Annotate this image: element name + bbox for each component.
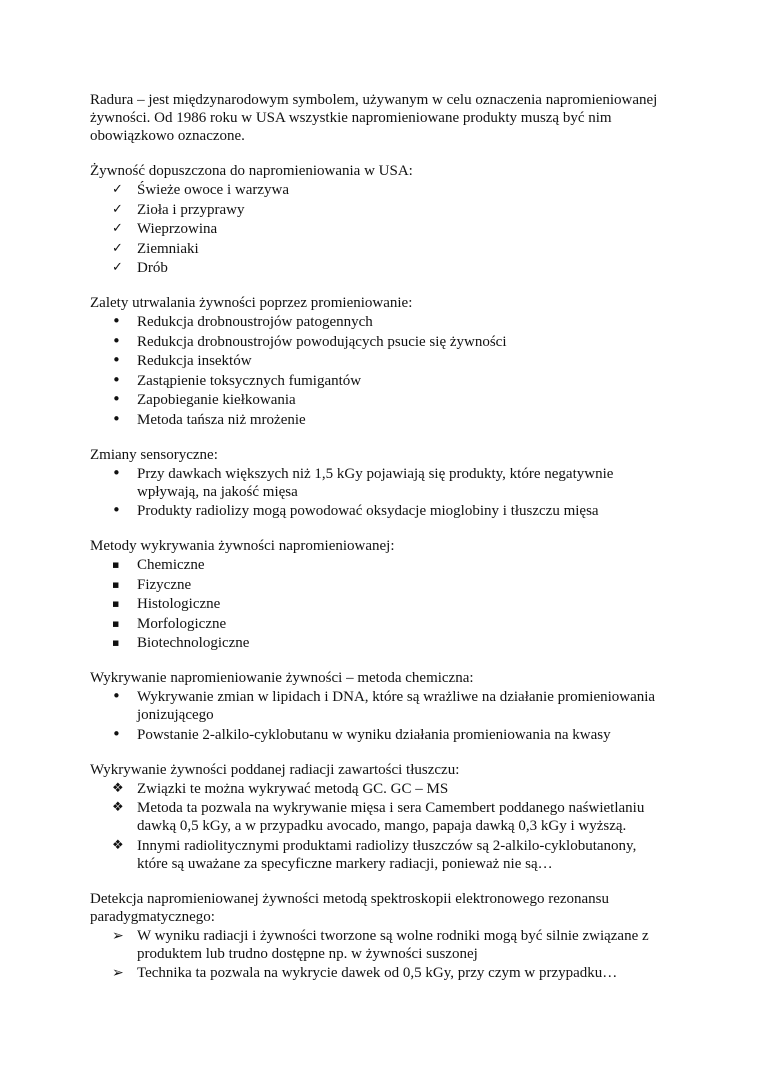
list-item-text: Fizyczne xyxy=(137,576,192,593)
list-item xyxy=(90,220,660,238)
list-item-text: Związki te można wykrywać metodą GC. GC – MS xyxy=(137,780,449,797)
intro-paragraph: Radura – jest międzynarodowym symbolem, używanym w celu oznaczenia napromieniowanej żywności. Od 1986 roku w USA wszystkie napromieniowane produkty muszą być nim obowiązkowo oznaczone. xyxy=(90,92,658,144)
bullet-icon: • xyxy=(112,331,121,350)
section xyxy=(90,669,660,744)
bullet-icon: • xyxy=(112,724,121,743)
list-item-text: Przy dawkach większych niż 1,5 kGy pojawiają się produkty, które negatywnie wpływają, na jakość mięsa xyxy=(137,465,614,500)
list-item xyxy=(90,313,660,331)
arrow-icon: ➢ xyxy=(112,927,124,944)
diamond-icon: ❖ xyxy=(112,800,124,815)
check-icon: ✓ xyxy=(112,221,123,236)
list-item-text: Redukcja drobnoustrojów patogennych xyxy=(137,314,373,330)
section xyxy=(90,294,660,429)
list-item-text: Chemiczne xyxy=(137,557,205,573)
list-item xyxy=(90,372,660,390)
bullet-list xyxy=(90,556,660,652)
list-item xyxy=(90,799,660,835)
bullet-icon: • xyxy=(112,312,121,330)
check-icon: ✓ xyxy=(112,201,123,217)
diamond-icon: ❖ xyxy=(112,837,124,853)
list-item xyxy=(90,964,660,982)
document-body xyxy=(90,91,660,999)
section xyxy=(90,446,660,521)
section-heading: Detekcja napromieniowanej żywności metodą spektroskopii elektronowego rezonansu paradygmatycznego: xyxy=(90,890,610,925)
list-item-text: Metoda tańsza niż mrożenie xyxy=(137,411,306,428)
check-icon: ✓ xyxy=(112,182,123,197)
bullet-list xyxy=(90,181,660,277)
list-item xyxy=(90,837,660,873)
section xyxy=(90,162,660,277)
list-item-text: Innymi radiolitycznymi produktami radiolizy tłuszczów są 2-alkilo-cyklobutanony, które są uważane za specyficzne markery radiacji, ponieważ nie są… xyxy=(137,837,637,872)
bullet-icon: • xyxy=(112,351,121,369)
bullet-icon: • xyxy=(112,501,121,519)
square-icon: ▪ xyxy=(112,597,120,610)
list-item xyxy=(90,780,660,798)
bullet-icon: • xyxy=(112,390,121,408)
section-heading: Wykrywanie żywności poddanej radiacji zawartości tłuszczu: xyxy=(90,761,460,778)
bullet-icon: • xyxy=(112,463,121,482)
section xyxy=(90,761,660,873)
list-item xyxy=(90,181,660,199)
list-item xyxy=(90,333,660,351)
list-item xyxy=(90,927,660,963)
list-item xyxy=(90,411,660,429)
arrow-icon: ➢ xyxy=(112,965,124,981)
diamond-icon: ❖ xyxy=(112,780,124,796)
list-item-text: Drób xyxy=(137,260,168,276)
list-item xyxy=(90,391,660,409)
bullet-list xyxy=(90,927,660,983)
bullet-list xyxy=(90,688,660,744)
list-item-text: Ziemniaki xyxy=(137,240,199,257)
list-item-text: Biotechnologiczne xyxy=(137,635,250,651)
bullet-icon: • xyxy=(112,687,121,705)
list-item xyxy=(90,688,660,724)
list-item xyxy=(90,556,660,574)
list-item xyxy=(90,634,660,652)
list-item-text: Zastąpienie toksycznych fumigantów xyxy=(137,372,362,389)
list-item-text: Powstanie 2-alkilo-cyklobutanu w wyniku działania promieniowania na kwasy xyxy=(137,726,611,743)
list-item-text: Wieprzowina xyxy=(137,221,218,237)
bullet-icon: • xyxy=(112,409,121,428)
list-item xyxy=(90,615,660,633)
list-item-text: Histologiczne xyxy=(137,596,221,612)
list-item-text: Zapobieganie kiełkowania xyxy=(137,392,296,408)
section-heading: Żywność dopuszczona do napromieniowania w USA: xyxy=(90,163,413,179)
list-item xyxy=(90,201,660,219)
list-item-text: Metoda ta pozwala na wykrywanie mięsa i sera Camembert poddanego naświetlaniu dawką 0,5 kGy, a w przypadku avocado, mango, papaja dawką 0,3 kGy i wyższą. xyxy=(137,800,645,834)
list-item-text: Redukcja insektów xyxy=(137,353,252,369)
list-item-text: Produkty radiolizy mogą powodować oksydacje mioglobiny i tłuszczu mięsa xyxy=(137,503,599,519)
check-icon: ✓ xyxy=(112,260,123,275)
square-icon: ▪ xyxy=(112,636,120,649)
list-item xyxy=(90,259,660,277)
list-item xyxy=(90,352,660,370)
list-item-text: Redukcja drobnoustrojów powodujących psucie się żywności xyxy=(137,333,507,350)
check-icon: ✓ xyxy=(112,240,123,256)
bullet-list xyxy=(90,313,660,429)
list-item-text: Zioła i przyprawy xyxy=(137,201,245,218)
section-heading: Metody wykrywania żywności napromieniowanej: xyxy=(90,538,395,554)
section xyxy=(90,890,660,983)
list-item xyxy=(90,240,660,258)
sections-container xyxy=(90,162,660,982)
list-item xyxy=(90,576,660,594)
bullet-list xyxy=(90,465,660,521)
square-icon: ▪ xyxy=(112,616,120,630)
section xyxy=(90,537,660,652)
list-item-text: W wyniku radiacji i żywności tworzone są wolne rodniki mogą być silnie związane z produktem lub trudno dostępne np. w żywności suszonej xyxy=(137,927,649,962)
list-item-text: Świeże owoce i warzywa xyxy=(137,182,290,198)
bullet-icon: • xyxy=(112,370,121,389)
list-item xyxy=(90,726,660,744)
section-heading: Zalety utrwalania żywności poprzez promieniowanie: xyxy=(90,295,413,311)
list-item-text: Technika ta pozwala na wykrycie dawek od 0,5 kGy, przy czym w przypadku… xyxy=(137,965,618,981)
section-heading: Zmiany sensoryczne: xyxy=(90,446,218,463)
list-item xyxy=(90,502,660,520)
square-icon: ▪ xyxy=(112,558,120,571)
list-item xyxy=(90,465,660,501)
bullet-list xyxy=(90,780,660,873)
square-icon: ▪ xyxy=(112,577,120,591)
section-heading: Wykrywanie napromieniowanie żywności – metoda chemiczna: xyxy=(90,670,474,686)
list-item-text: Morfologiczne xyxy=(137,615,227,632)
list-item-text: Wykrywanie zmian w lipidach i DNA, które są wrażliwe na działanie promieniowania jonizującego xyxy=(137,689,656,723)
list-item xyxy=(90,595,660,613)
